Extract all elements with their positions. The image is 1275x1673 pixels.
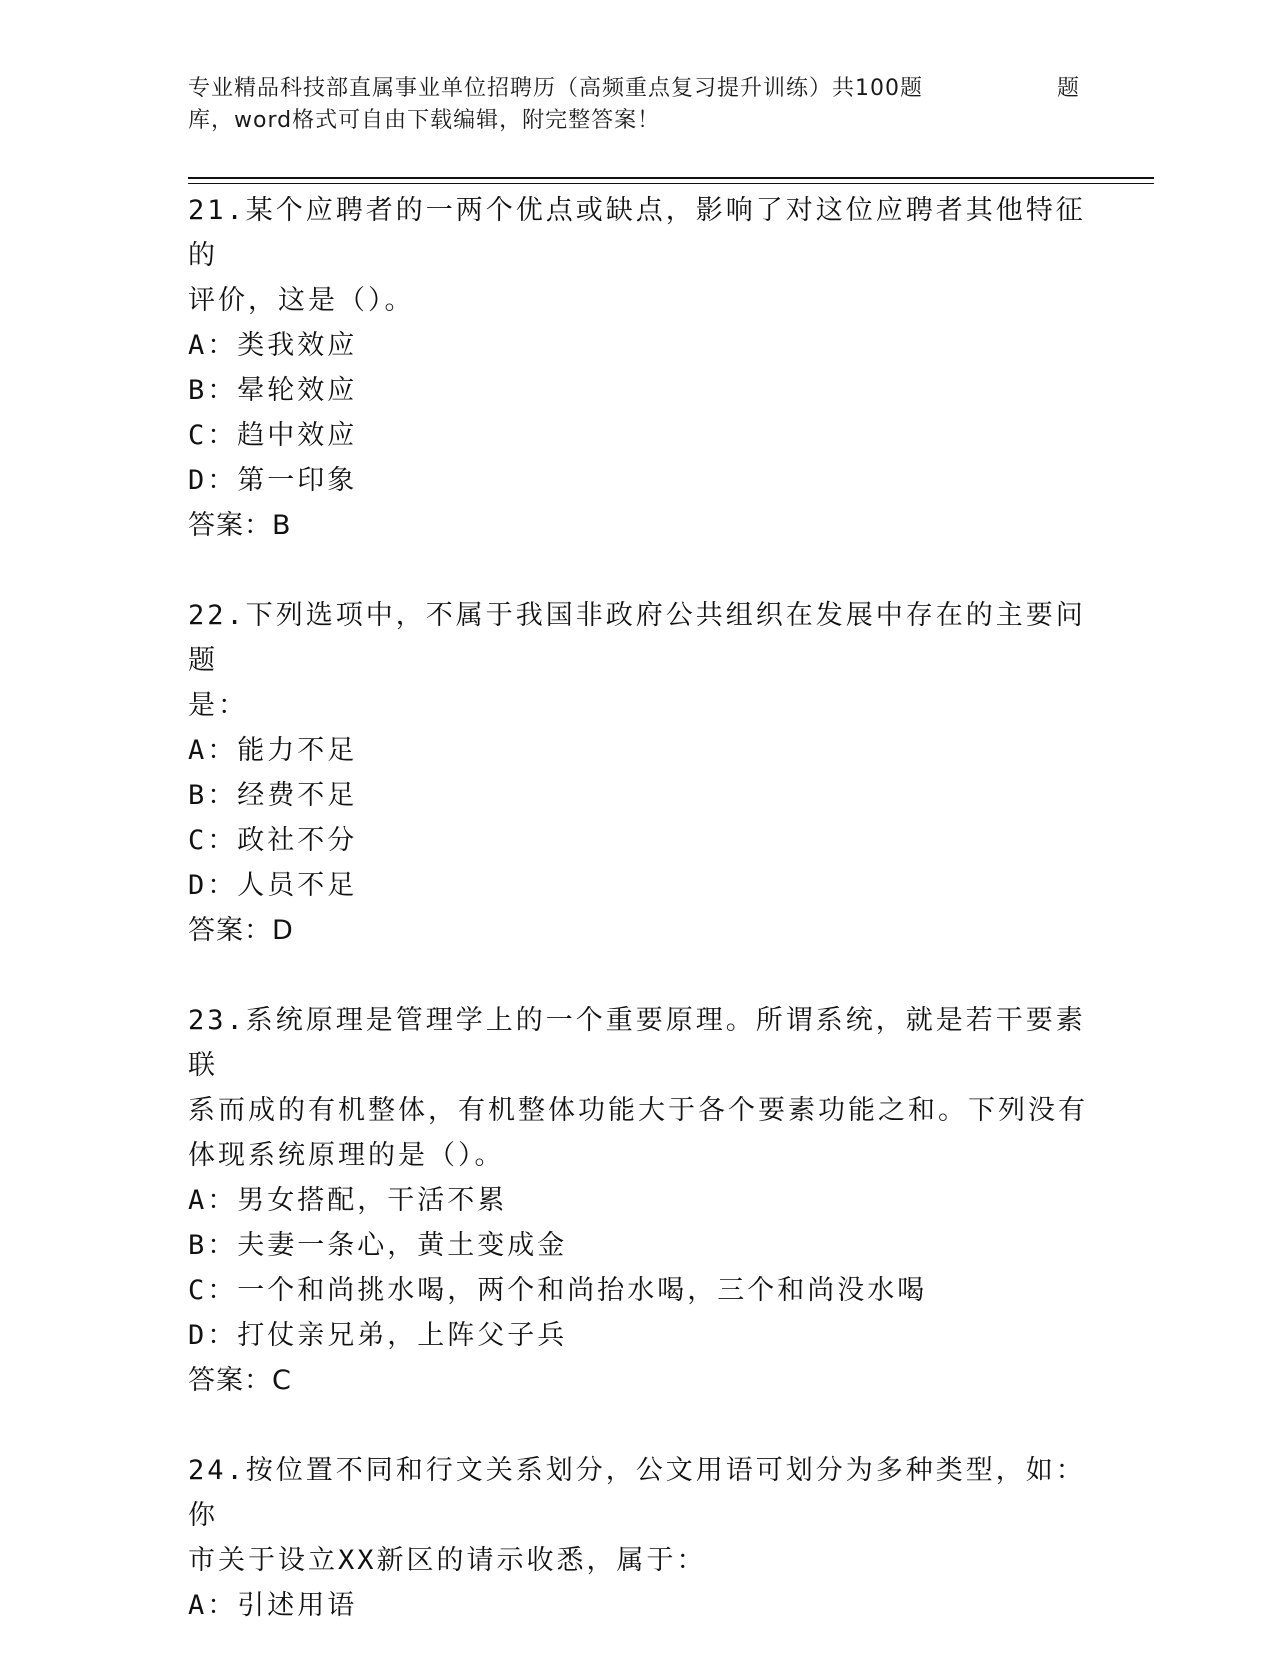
question-stem-line: 评价，这是（）。	[188, 285, 415, 316]
header-divider-thin	[188, 183, 1154, 184]
question-stem-line: 市关于设立XX新区的请示收悉，属于：	[188, 1545, 707, 1576]
question-list	[188, 188, 1088, 1673]
option-c: C：趋中效应	[188, 420, 358, 451]
question-stem-line: 23.系统原理是管理学上的一个重要原理。所谓系统，就是若干要素联	[188, 1005, 1086, 1081]
question-23	[188, 998, 1088, 1403]
option-a: A：男女搭配，干活不累	[188, 1185, 508, 1216]
option-b: B：晕轮效应	[188, 375, 358, 406]
question-stem-line: 系而成的有机整体，有机整体功能大于各个要素功能之和。下列没有	[188, 1095, 1088, 1126]
answer-line: 答案：C	[188, 1365, 292, 1396]
option-c: C：一个和尚挑水喝，两个和尚抬水喝，三个和尚没水喝	[188, 1275, 928, 1306]
document-header	[188, 73, 1088, 137]
option-a: A：能力不足	[188, 735, 358, 766]
header-line-1	[188, 73, 1088, 105]
question-stem-line: 体现系统原理的是（）。	[188, 1140, 505, 1171]
question-stem-line: 是：	[188, 690, 248, 721]
header-title-text: 专业精品科技部直属事业单位招聘历（高频重点复习提升训练）共100题	[188, 76, 923, 101]
header-divider-thick	[188, 177, 1154, 179]
option-b: B：夫妻一条心，黄土变成金	[188, 1230, 568, 1261]
question-stem-line: 22.下列选项中，不属于我国非政府公共组织在发展中存在的主要问题	[188, 600, 1086, 676]
question-stem-line: 21.某个应聘者的一两个优点或缺点，影响了对这位应聘者其他特征的	[188, 195, 1086, 271]
question-stem-line: 24.按位置不同和行文关系划分，公文用语可划分为多种类型，如：你	[188, 1455, 1086, 1531]
question-21	[188, 188, 1088, 548]
option-d: D：打仗亲兄弟，上阵父子兵	[188, 1320, 568, 1351]
option-d: D：人员不足	[188, 870, 358, 901]
header-line-2: 库，word格式可自由下载编辑，附完整答案！	[188, 108, 661, 133]
option-b: B：经费不足	[188, 780, 358, 811]
question-22	[188, 593, 1088, 953]
option-d: D：第一印象	[188, 465, 358, 496]
question-24	[188, 1448, 1088, 1628]
option-a: A：引述用语	[188, 1590, 358, 1621]
answer-line: 答案：B	[188, 510, 292, 541]
option-a: A：类我效应	[188, 330, 358, 361]
answer-line: 答案：D	[188, 915, 294, 946]
option-c: C：政社不分	[188, 825, 358, 856]
header-trailing-char: 题	[1057, 76, 1081, 101]
